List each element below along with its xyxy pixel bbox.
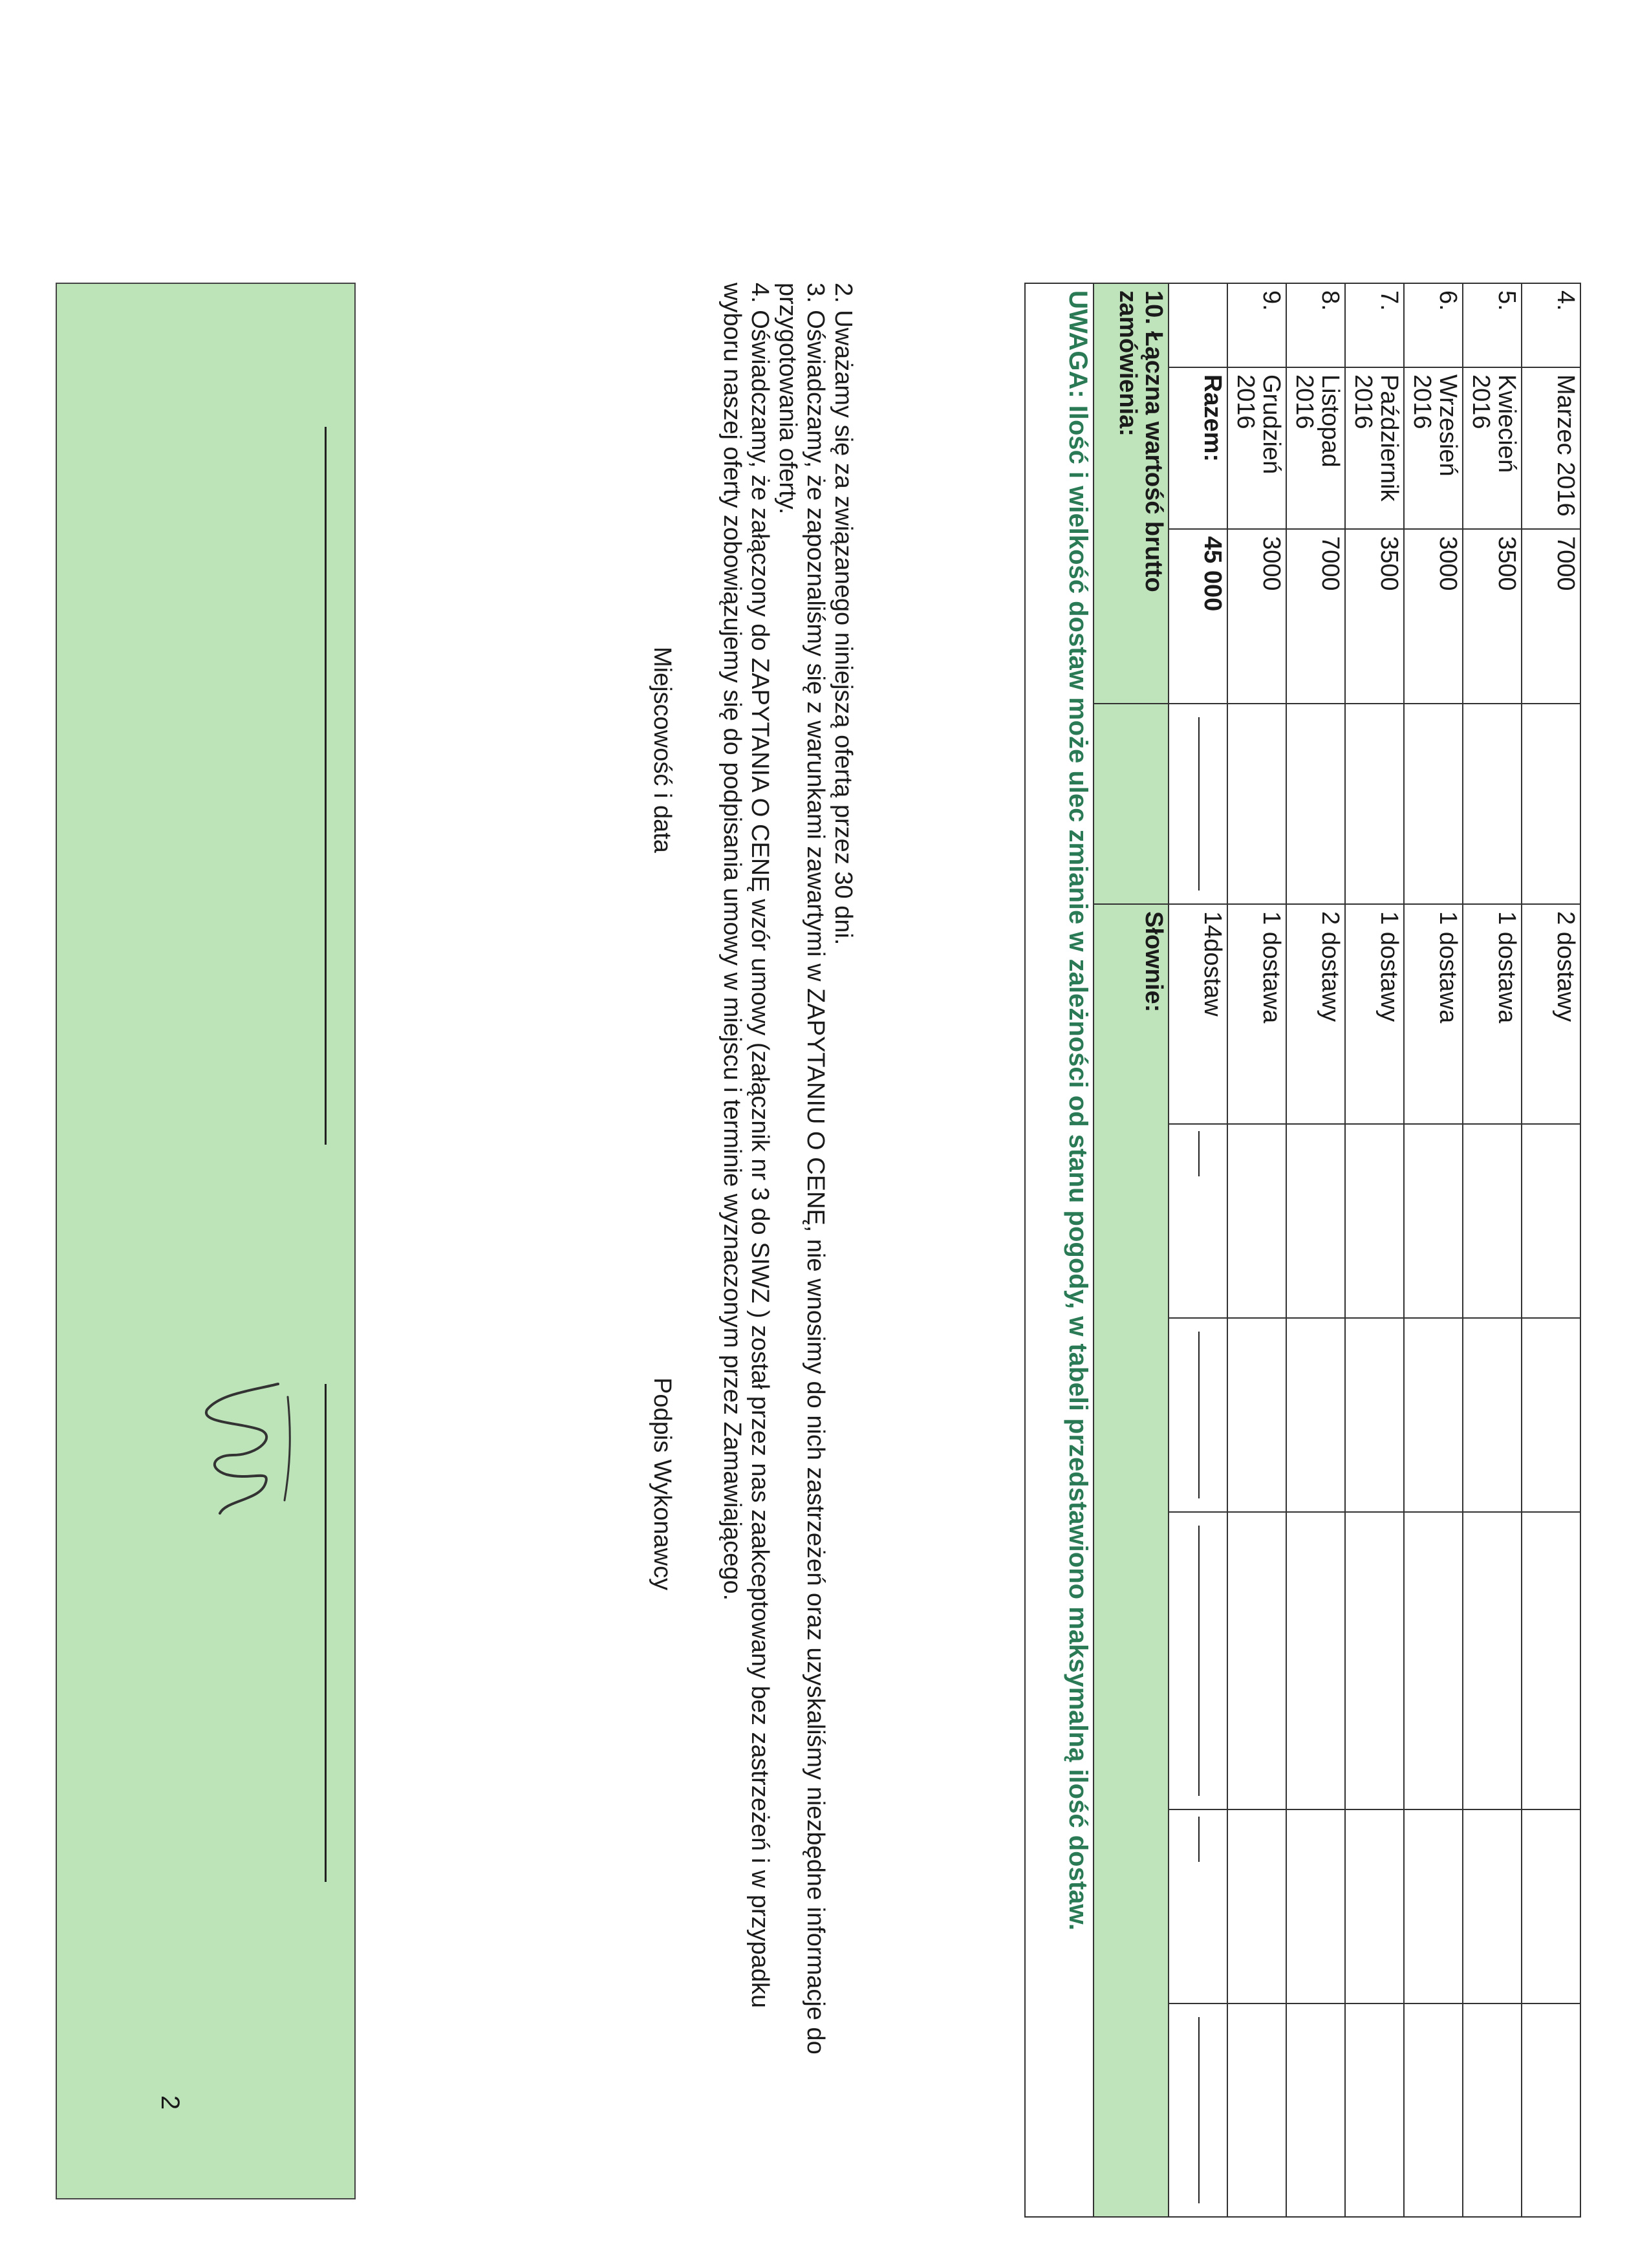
row-deliveries: 1 dostawy [1345,904,1404,1124]
row-deliveries: 2 dostawy [1522,904,1580,1124]
total-label: 10. Łączna wartość brutto zamówienia: [1094,283,1169,704]
sum-dash [1169,1318,1227,1512]
table-row [1404,283,1463,2217]
row-empty [1463,1809,1522,2003]
row-month: Wrzesień 2016 [1404,367,1463,529]
signature-line [325,1384,327,1882]
sum-empty [1169,283,1227,367]
row-empty [1345,1318,1404,1512]
row-empty [1522,1809,1580,2003]
row-deliveries: 2 dostawy [1286,904,1345,1124]
statement-validity: 2. Uważamy się za związanego niniejszą ofertą przez 30 dni. [830,283,857,945]
row-empty [1404,1318,1463,1512]
row-empty [1286,1124,1345,1318]
row-deliveries: 1 dostawa [1404,904,1463,1124]
total-value [1094,704,1169,904]
place-date-line [325,427,327,1145]
row-quantity: 3500 [1345,529,1404,704]
row-empty [1463,1318,1522,1512]
row-empty [1463,1512,1522,1809]
table-row [1345,283,1404,2217]
contractor-signature-label: Podpis Wykonawcy [649,1377,676,1591]
table-row [1463,283,1522,2217]
row-empty [1404,1809,1463,2003]
sum-dash [1169,2003,1227,2217]
sum-row [1169,283,1227,2217]
sum-quantity: 45 000 [1169,529,1227,704]
place-date-label: Miejscowość i data [649,647,676,853]
row-quantity: 3500 [1463,529,1522,704]
total-row [1094,283,1169,2217]
row-deliveries: 1 dostawa [1463,904,1522,1124]
sum-deliveries: 14dostaw [1169,904,1227,1124]
sum-label: Razem: [1169,367,1227,529]
row-month: Marzec 2016 [1522,367,1580,529]
row-number: 6. [1404,283,1463,367]
table-row [1286,283,1345,2217]
row-empty [1404,704,1463,904]
row-quantity: 7000 [1522,529,1580,704]
row-empty [1463,1124,1522,1318]
row-empty [1463,704,1522,904]
row-empty [1345,1809,1404,2003]
row-deliveries: 1 dostawa [1227,904,1286,1124]
statement-contract: 4. Oświadczamy, że załączony do ZAPYTANIA O CENĘ wzór umowy (załącznik nr 3 do SIWZ ) został przez nas zaakceptowany bez zastrzeżeń i w przypadku wyboru naszej oferty zobowiązujemy się do podpisania umowy w miejscu i terminie wyznaczonym przez Zamawiającego. [718,283,773,2009]
page-number: 2 [156,2095,184,2110]
row-empty [1227,704,1286,904]
row-empty [1227,1512,1286,1809]
row-empty [1227,1318,1286,1512]
row-empty [1345,1512,1404,1809]
row-empty [1286,1318,1345,1512]
row-empty [1345,704,1404,904]
row-empty [1404,2003,1463,2217]
row-number: 9. [1227,283,1286,367]
statements [718,283,857,2093]
row-month: Październik 2016 [1345,367,1404,529]
row-quantity: 3000 [1227,529,1286,704]
row-empty [1345,2003,1404,2217]
row-month: Grudzień 2016 [1227,367,1286,529]
statement-conditions: 3. Oświadczamy, że zapoznaliśmy się z warunkami zawartymi w ZAPYTANIU O CENĘ, nie wnosimy do nich zastrzeżeń oraz uzyskaliśmy niezbędne informacje do przygotowania oferty. [774,283,829,2055]
weather-note: UWAGA: Ilość i wielkość dostaw może ulec zmianie w zależności od stanu pogody, w tabeli przedstawiono maksymalną ilość dostaw. [1025,283,1094,2217]
handwritten-signature-icon [181,1371,310,1539]
signature-box [56,283,356,2199]
row-empty [1463,2003,1522,2217]
row-empty [1522,1318,1580,1512]
total-words-label: Słownie: [1094,904,1169,2217]
row-empty [1522,1512,1580,1809]
row-quantity: 7000 [1286,529,1345,704]
row-empty [1227,1124,1286,1318]
table-row [1522,283,1580,2217]
row-month: Listopad 2016 [1286,367,1345,529]
sum-dash [1169,704,1227,904]
row-empty [1227,2003,1286,2217]
row-empty [1286,1809,1345,2003]
row-empty [1345,1124,1404,1318]
row-month: Kwiecień 2016 [1463,367,1522,529]
table-row [1227,283,1286,2217]
row-empty [1286,2003,1345,2217]
row-empty [1522,704,1580,904]
row-empty [1227,1809,1286,2003]
row-number: 7. [1345,283,1404,367]
row-empty [1286,704,1345,904]
row-number: 4. [1522,283,1580,367]
row-empty [1404,1124,1463,1318]
row-empty [1404,1512,1463,1809]
delivery-table [1024,283,1581,2218]
sum-dash [1169,1512,1227,1809]
sum-dash [1169,1124,1227,1318]
row-number: 5. [1463,283,1522,367]
note-row [1025,283,1094,2217]
row-empty [1522,2003,1580,2217]
row-empty [1522,1124,1580,1318]
row-quantity: 3000 [1404,529,1463,704]
row-empty [1286,1512,1345,1809]
row-number: 8. [1286,283,1345,367]
sum-dash [1169,1809,1227,2003]
